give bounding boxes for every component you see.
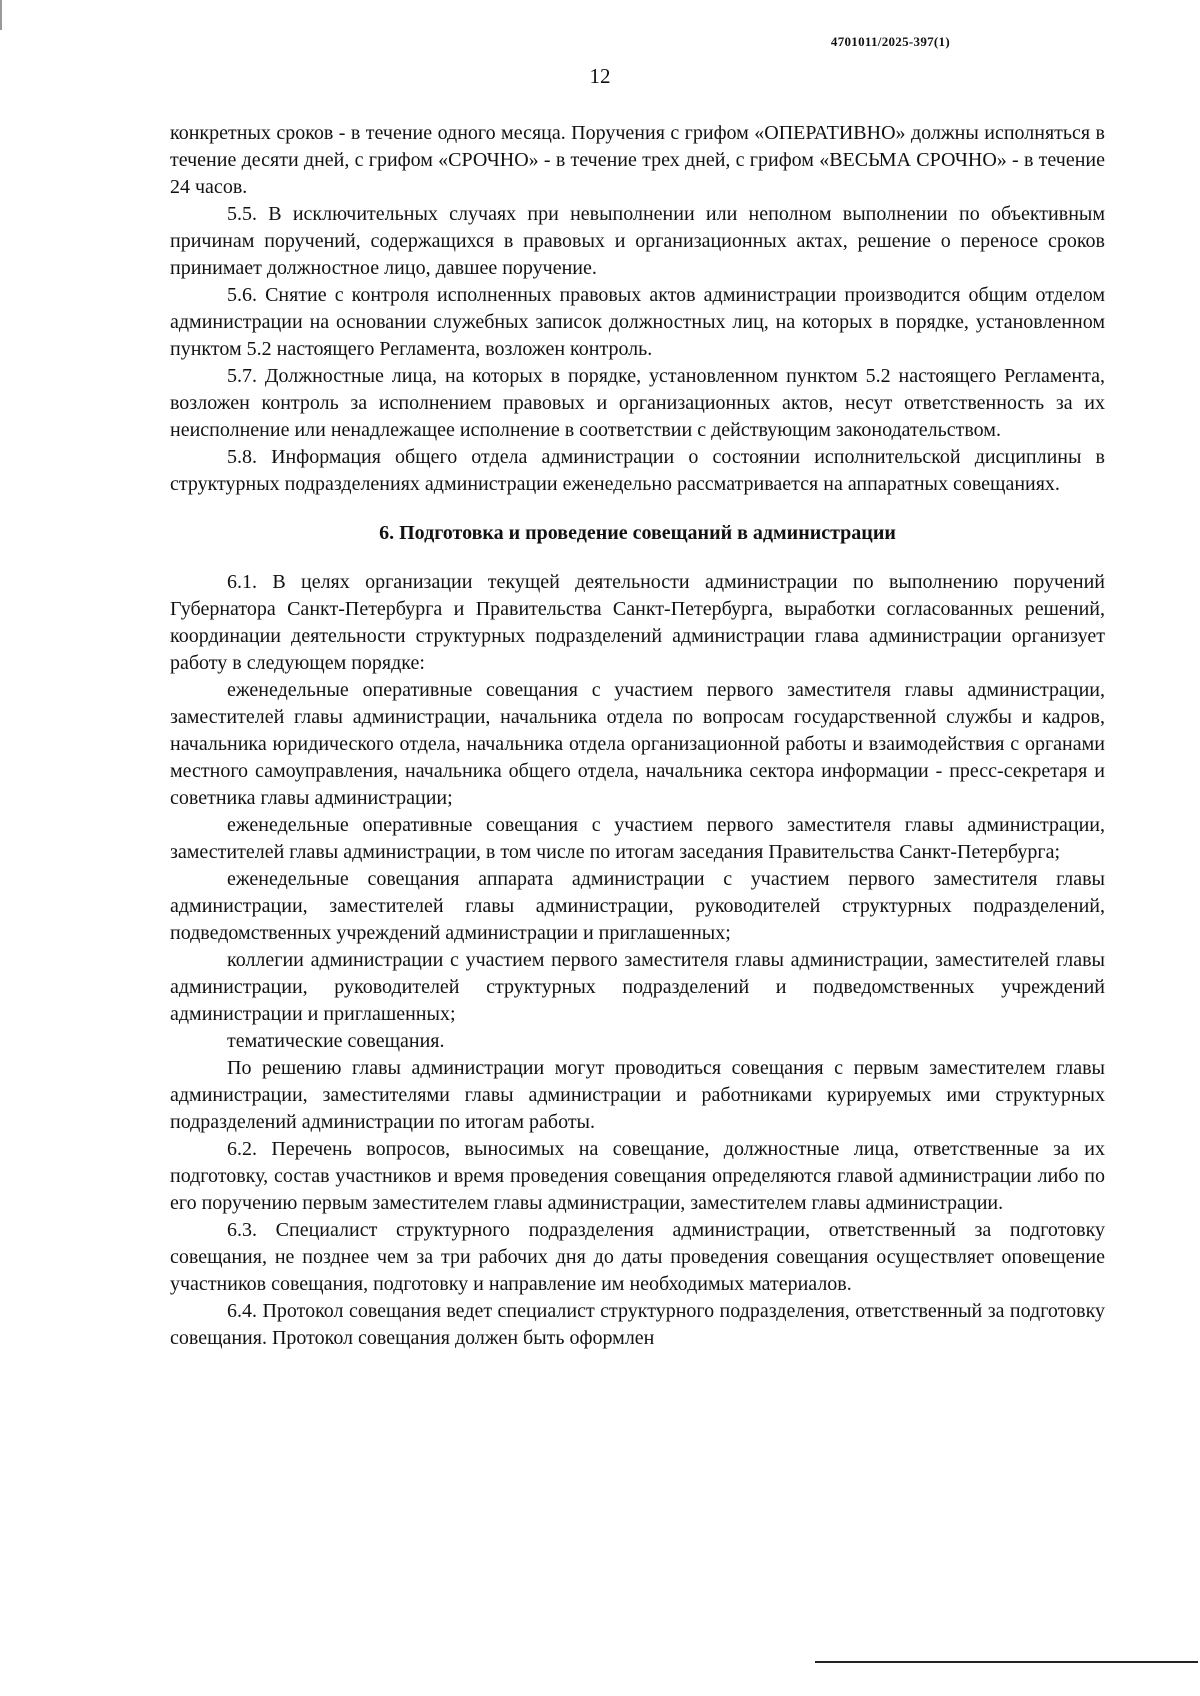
footer-rule: [815, 1661, 1198, 1663]
section-heading: 6. Подготовка и проведение совещаний в администрации: [379, 522, 896, 544]
scan-edge-mark: [0, 0, 2, 30]
list-item-weekly-operational-meetings: еженедельные оперативные совещания с участием первого заместителя главы администрации, заместителей главы администрации, начальника отдела по вопросам государственной службы и кадров, начальника юридического отдела, начальника отдела организационной работы и взаимодействия с органами местного самоуправления, начальника общего отдела, начальника сектора информации - пресс-секретаря и советника главы администрации;: [170, 679, 1105, 809]
paragraph-6-2: 6.2. Перечень вопросов, выносимых на совещание, должностные лица, ответственные за их подготовку, состав участников и время проведения совещания определяются главой администрации либо по его поручению первым заместителем главы администрации, заместителем главы администрации.: [170, 1138, 1105, 1214]
list-item-thematic-meetings: тематические совещания.: [227, 1030, 445, 1052]
paragraph-6-1: 6.1. В целях организации текущей деятельности администрации по выполнению поручений Губернатора Санкт-Петербурга и Правительства Санкт-Петербурга, выработки согласованных решений, координации деятельности структурных подразделений администрации глава администрации организует работу в следующем порядке:: [170, 571, 1105, 674]
paragraph-5-8: 5.8. Информация общего отдела администрации о состоянии исполнительской дисциплины в структурных подразделениях администрации еженедельно рассматривается на аппаратных совещаниях.: [170, 446, 1105, 495]
list-item-administration-board: коллегии администрации с участием первого заместителя главы администрации, заместителей главы администрации, руководителей структурных подразделений и подведомственных учреждений администрации и приглашенных;: [170, 949, 1105, 1025]
paragraph-head-decision: По решению главы администрации могут проводиться совещания с первым заместителем главы администрации, заместителями главы администрации и работниками курируемых ими структурных подразделений администрации по итогам работы.: [170, 1057, 1105, 1133]
page-number: 12: [589, 64, 611, 88]
paragraph-5-7: 5.7. Должностные лица, на которых в порядке, установленном пунктом 5.2 настоящего Регламента, возложен контроль за исполнением правовых и организационных актов, несут ответственность за их неисполнение или ненадлежащее исполнение в соответствии с действующим законодательством.: [170, 365, 1105, 441]
document-registration-number: 4701011/2025-397(1): [830, 34, 950, 49]
list-item-weekly-operational-meetings-deputies: еженедельные оперативные совещания с участием первого заместителя главы администрации, заместителей главы администрации, в том числе по итогам заседания Правительства Санкт-Петербурга;: [170, 814, 1105, 863]
paragraph-6-4: 6.4. Протокол совещания ведет специалист структурного подразделения, ответственный за подготовку совещания. Протокол совещания должен быть оформлен: [170, 1300, 1105, 1349]
document-body: [170, 120, 1105, 1352]
list-item-weekly-staff-meetings: еженедельные совещания аппарата администрации с участием первого заместителя главы администрации, заместителей главы администрации, руководителей структурных подразделений, подведомственных учреждений администрации и приглашенных;: [170, 868, 1105, 944]
paragraph-continuation: конкретных сроков - в течение одного месяца. Поручения с грифом «ОПЕРАТИВНО» должны исполняться в течение десяти дней, с грифом «СРОЧНО» - в течение трех дней, с грифом «ВЕСЬМА СРОЧНО» - в течение 24 часов.: [170, 122, 1105, 198]
paragraph-5-5: 5.5. В исключительных случаях при невыполнении или неполном выполнении по объективным причинам поручений, содержащихся в правовых и организационных актах, решение о переносе сроков принимает должностное лицо, давшее поручение.: [170, 203, 1105, 279]
paragraph-5-6: 5.6. Снятие с контроля исполненных правовых актов администрации производится общим отделом администрации на основании служебных записок должностных лиц, на которых в порядке, установленном пунктом 5.2 настоящего Регламента, возложен контроль.: [170, 284, 1105, 360]
paragraph-6-3: 6.3. Специалист структурного подразделения администрации, ответственный за подготовку совещания, не позднее чем за три рабочих дня до даты проведения совещания осуществляет оповещение участников совещания, подготовку и направление им необходимых материалов.: [170, 1219, 1105, 1295]
